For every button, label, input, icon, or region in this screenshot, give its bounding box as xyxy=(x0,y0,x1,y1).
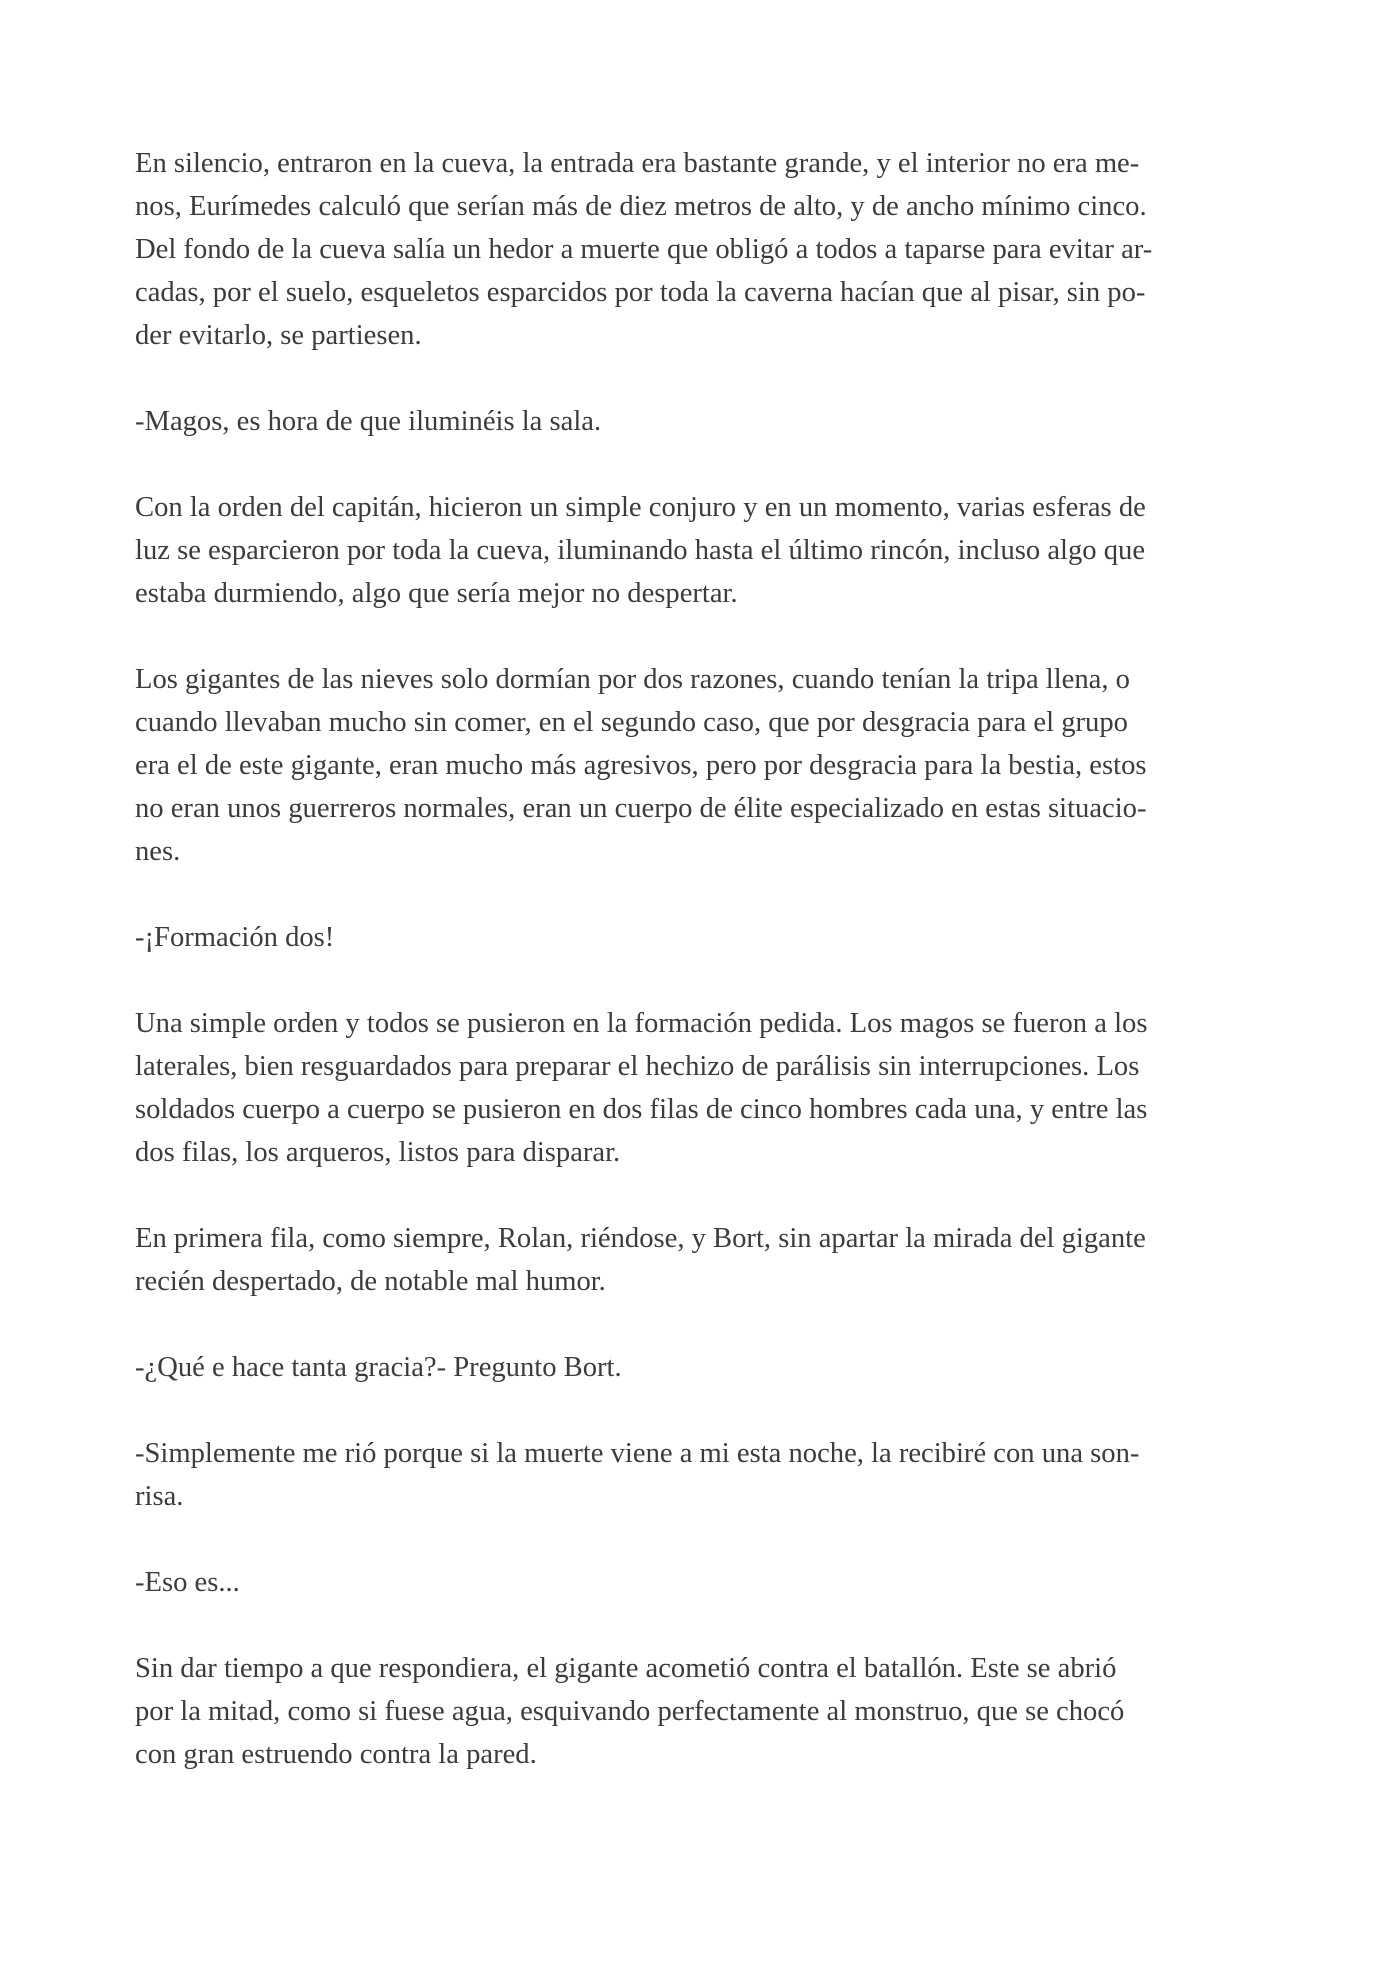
body-text xyxy=(135,142,1265,1776)
paragraph-7: En primera fila, como siempre, Rolan, riéndose, y Bort, sin apartar la mirada del gigante recién despertado, de notable mal humor. xyxy=(135,1223,1146,1297)
paragraph-3: Con la orden del capitán, hicieron un simple conjuro y en un momento, varias esferas de luz se esparcieron por toda la cueva, iluminando hasta el último rincón, incluso algo que estaba durmiendo, algo que sería mejor no despertar. xyxy=(135,492,1146,609)
paragraph-6: Una simple orden y todos se pusieron en la formación pedida. Los magos se fueron a los laterales, bien resguardados para preparar el hechizo de parálisis sin interrupciones. Los soldados cuerpo a cuerpo se pusieron en dos filas de cinco hombres cada una, y entre las dos filas, los arqueros, listos para disparar. xyxy=(135,1008,1148,1168)
paragraph-10: -Eso es... xyxy=(135,1567,240,1598)
paragraph-9: -Simplemente me rió porque si la muerte viene a mi esta noche, la recibiré con una son- risa. xyxy=(135,1438,1140,1512)
paragraph-8: -¿Qué e hace tanta gracia?- Pregunto Bort. xyxy=(135,1352,622,1383)
paragraph-2: -Magos, es hora de que iluminéis la sala. xyxy=(135,406,602,437)
paragraph-4: Los gigantes de las nieves solo dormían por dos razones, cuando tenían la tripa llena, o cuando llevaban mucho sin comer, en el segundo caso, que por desgracia para el grupo era el de este gigante, eran mucho más agresivos, pero por desgracia para la bestia, estos no eran unos guerreros normales, eran un cuerpo de élite especializado en estas situacio- nes. xyxy=(135,664,1147,867)
paragraph-5: -¡Formación dos! xyxy=(135,922,335,953)
paragraph-1: En silencio, entraron en la cueva, la entrada era bastante grande, y el interior no era me- nos, Eurímedes calculó que serían más de diez metros de alto, y de ancho mínimo cinco. Del fondo de la cueva salía un hedor a muerte que obligó a todos a taparse para evitar ar- cadas, por el suelo, esqueletos esparcidos por toda la caverna hacían que al pisar, sin po- der evitarlo, se partiesen. xyxy=(135,148,1153,351)
paragraph-11: Sin dar tiempo a que respondiera, el gigante acometió contra el batallón. Este se abrió por la mitad, como si fuese agua, esquivando perfectamente al monstruo, que se chocó con gran estruendo contra la pared. xyxy=(135,1653,1125,1770)
